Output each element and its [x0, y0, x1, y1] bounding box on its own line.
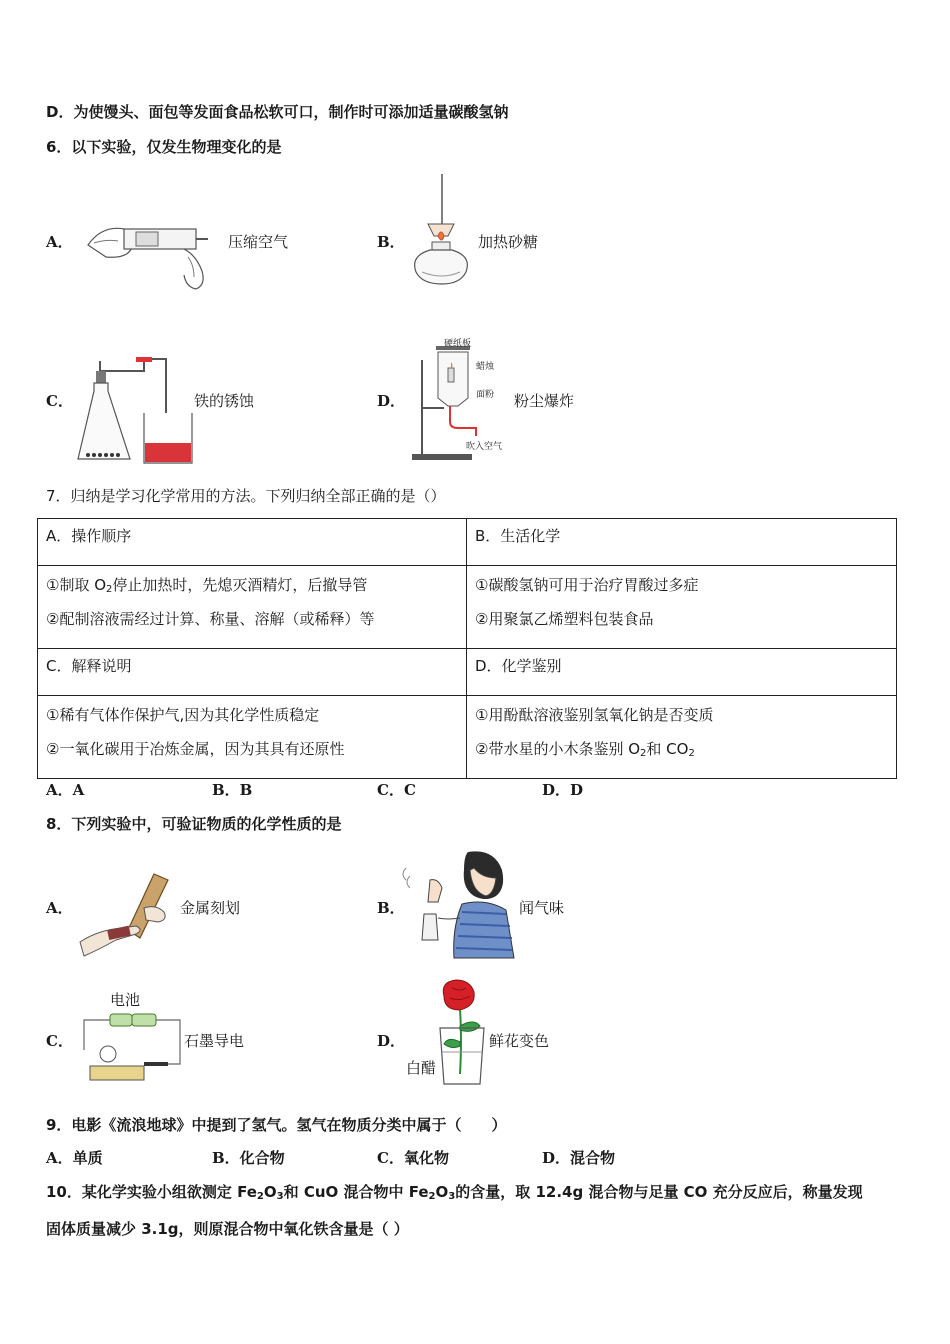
- q8-option-b-letter[interactable]: B．: [377, 899, 405, 917]
- q7-cell-d-head: D．化学鉴别: [467, 649, 897, 696]
- q8-option-d-letter[interactable]: D．: [377, 1032, 406, 1050]
- q7-summary-table: [37, 518, 897, 779]
- q6-option-c-letter[interactable]: C．: [46, 392, 73, 410]
- graphite-conductivity-circuit-illustration: [74, 1010, 186, 1086]
- q8-option-a-letter[interactable]: A．: [46, 899, 73, 917]
- line-d-top: D．为使馒头、面包等发面食品松软可口，制作时可添加适量碳酸氢钠: [46, 103, 509, 121]
- q7-cell-d-body: ①用酚酞溶液鉴别氢氧化钠是否变质 ②带水星的小木条鉴别 $O_2$和 $CO_2$: [467, 696, 897, 779]
- q9-answer-a[interactable]: A．单质: [46, 1149, 103, 1167]
- q10-stem-line1: 10．某化学实验小组欲测定 $Fe_2O_3$和 CuO 混合物中 $Fe_2O_3$的含量，取 12.4g 混合物与足量 CO 充分反应后，称量发现: [46, 1183, 863, 1202]
- q8-option-d-caption: 鲜花变色: [489, 1032, 550, 1050]
- q10-stem-line2: 固体质量减少 3.1g，则原混合物中氧化铁含量是（ ）: [46, 1220, 409, 1238]
- q9-answer-b[interactable]: B．化合物: [212, 1149, 285, 1167]
- q7-answer-b[interactable]: B．B: [212, 781, 253, 799]
- q8-stem: 8．下列实验中，可验证物质的化学性质的是: [46, 815, 342, 833]
- q7-cell-b-head: B．生活化学: [467, 519, 897, 566]
- q9-stem: 9．电影《流浪地球》中提到了氢气。氢气在物质分类中属于（ ）: [46, 1116, 507, 1134]
- q6-d-label-candle: 蜡烛: [476, 362, 495, 372]
- q6-stem: 6．以下实验，仅发生物理变化的是: [46, 138, 282, 156]
- q7-cell-c-body: ①稀有气体作保护气,因为其化学性质稳定 ②一氧化碳用于冶炼金属，因为其具有还原性: [38, 696, 467, 779]
- q7-cell-b-body: ①碳酸氢钠可用于治疗胃酸过多症 ②用聚氯乙烯塑料包装食品: [467, 566, 897, 649]
- q7-stem: 7．归纳是学习化学常用的方法。下列归纳全部正确的是（）: [46, 487, 446, 505]
- q6-d-label-flour: 面粉: [476, 390, 495, 400]
- q6-option-b-letter[interactable]: B．: [377, 233, 405, 251]
- syringe-hand-illustration: [84, 215, 214, 293]
- q8-d-vinegar-label: 白醋: [406, 1059, 437, 1077]
- q7-cell-a-head: A．操作顺序: [38, 519, 467, 566]
- q6-option-d-caption: 粉尘爆炸: [514, 392, 575, 410]
- q9-answer-c[interactable]: C．氧化物: [377, 1149, 449, 1167]
- q8-option-a-caption: 金属刻划: [180, 899, 241, 917]
- q7-answer-c[interactable]: C．C: [377, 781, 416, 799]
- q8-option-c-letter[interactable]: C．: [46, 1032, 73, 1050]
- q6-option-b-caption: 加热砂糖: [478, 233, 539, 251]
- iron-rust-flask-illustration: [74, 355, 198, 467]
- alcohol-lamp-heating-illustration: [402, 172, 472, 294]
- q7-answer-a[interactable]: A．A: [46, 781, 85, 799]
- q9-answer-d[interactable]: D．混合物: [542, 1149, 616, 1167]
- q7-cell-a-body: ①制取 $O_2$停止加热时，先熄灭酒精灯，后撤导管 ②配制溶液需经过计算、称量、溶解（或稀释）等: [38, 566, 467, 649]
- q6-option-a-letter[interactable]: A．: [46, 233, 73, 251]
- smell-gas-boy-illustration: [402, 848, 516, 960]
- q8-option-c-caption: 石墨导电: [184, 1032, 245, 1050]
- q6-d-label-board: 硬纸板: [444, 339, 472, 349]
- q6-option-a-caption: 压缩空气: [228, 233, 289, 251]
- q8-option-b-caption: 闻气味: [519, 899, 565, 917]
- q7-answer-d[interactable]: D．D: [542, 781, 584, 799]
- metal-scratch-illustration: [78, 868, 182, 960]
- q6-option-c-caption: 铁的锈蚀: [194, 392, 255, 410]
- q7-cell-c-head: C．解释说明: [38, 649, 467, 696]
- q8-c-battery-label: 电池: [110, 991, 141, 1009]
- q6-option-d-letter[interactable]: D．: [377, 392, 406, 410]
- q6-d-label-blow: 吹入空气: [466, 442, 503, 452]
